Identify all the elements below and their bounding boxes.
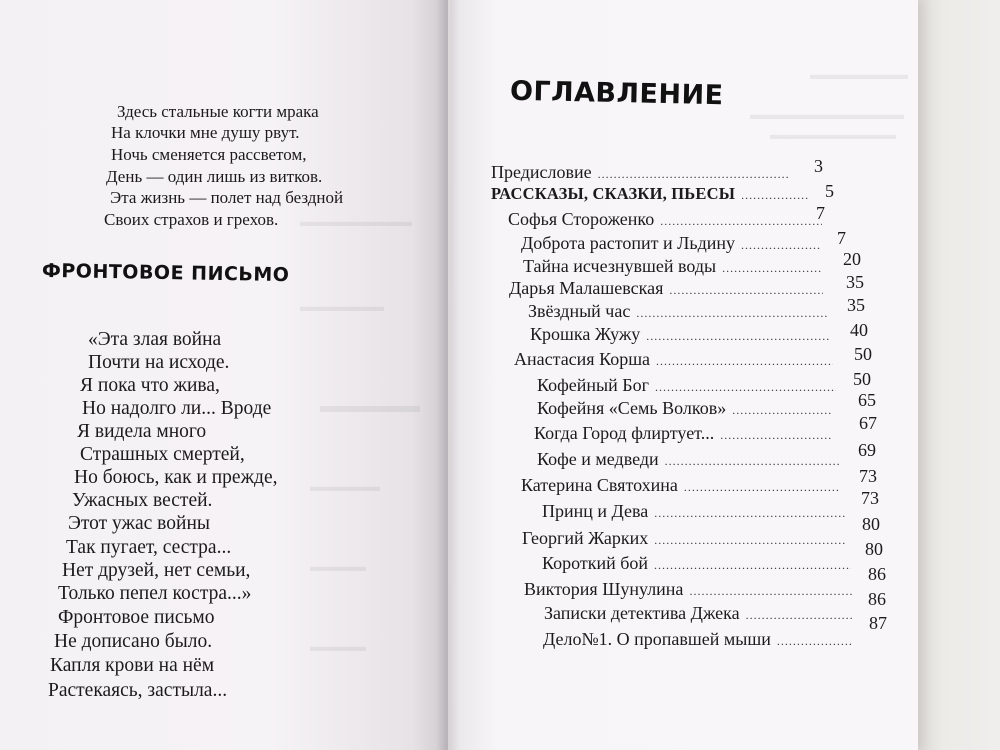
- toc-entry-title: Предисловие: [491, 162, 592, 182]
- toc-entry-title: Принц и Дева: [542, 501, 649, 521]
- toc-leader-dots: [689, 585, 853, 597]
- poem-line: «Эта злая война: [88, 329, 222, 350]
- poem-line: Эта жизнь — полет над бездной: [110, 188, 344, 207]
- poem-line: Не дописано было.: [54, 631, 213, 652]
- toc-entry: [537, 369, 871, 395]
- toc-entry-title: РАССКАЗЫ, СКАЗКИ, ПЬЕСЫ: [491, 184, 736, 203]
- toc-entry-title: Георгий Жарких: [522, 528, 649, 548]
- poem-line: Но боюсь, как и прежде,: [74, 467, 278, 488]
- poem-line: Ночь сменяется рассветом,: [111, 145, 307, 164]
- toc-leader-dots: [741, 239, 820, 251]
- toc-entry-page: 50: [854, 344, 872, 364]
- poem-line: Так пугает, сестра...: [66, 537, 232, 558]
- toc-title: ОГЛАВЛЕНИЕ: [509, 75, 724, 112]
- toc-entry: [523, 249, 861, 276]
- toc-leader-dots: [669, 284, 823, 296]
- poem-line: Только пепел костра...»: [58, 583, 252, 604]
- toc-entry-page: 80: [862, 514, 880, 534]
- toc-leader-dots: [636, 307, 827, 319]
- toc-leader-dots: [646, 330, 829, 342]
- toc-entry-title: Тайна исчезнувшей воды: [523, 256, 717, 276]
- toc-entry: [542, 488, 879, 521]
- toc-entry-page: 80: [865, 539, 883, 559]
- toc-leader-dots: [722, 262, 822, 274]
- show-through-text: ▬▬▬▬▬: [320, 395, 420, 417]
- poem-line: Страшных смертей,: [80, 444, 245, 465]
- toc-entry-page: 86: [868, 589, 886, 609]
- toc-entry-page: 40: [850, 320, 868, 340]
- show-through-text: ▬▬▬▬▬▬: [300, 300, 384, 315]
- toc-leader-dots: [777, 635, 852, 647]
- toc-entry-title: Дарья Малашевская: [509, 278, 664, 298]
- toc-entry-page: 35: [847, 295, 865, 315]
- toc-entry: [509, 272, 864, 298]
- poem-line: Фронтовое письмо: [58, 607, 215, 628]
- toc-entry-title: Доброта растопит и Льдину: [521, 233, 735, 253]
- show-through-text: ▬▬▬▬▬▬▬▬▬: [770, 128, 896, 143]
- toc-entry-page: 5: [825, 181, 834, 201]
- toc-entry-title: Кофейня «Семь Волков»: [537, 398, 727, 418]
- toc-entry: [537, 390, 876, 418]
- toc-entry-title: Кофейный Бог: [537, 375, 649, 395]
- toc-leader-dots: [598, 168, 790, 180]
- toc-entry-title: Записки детектива Джека: [544, 603, 740, 623]
- poem-line: Этот ужас войны: [68, 513, 210, 534]
- poem-line: Почти на исходе.: [88, 352, 230, 373]
- poem-line: Своих страхов и грехов.: [104, 210, 279, 229]
- toc-entry-title: Софья Стороженко: [508, 209, 655, 229]
- poem-line: Но надолго ли... Вроде: [82, 398, 272, 419]
- toc-entry-title: Катерина Святохина: [521, 475, 678, 495]
- toc-leader-dots: [684, 481, 840, 493]
- show-through-text: ▬▬▬▬▬▬▬▬▬▬▬: [750, 108, 904, 123]
- toc-entry: [542, 539, 883, 573]
- toc-leader-dots: [732, 404, 831, 416]
- poem-line: На клочки мне душу рвут.: [111, 123, 300, 142]
- poem-line: Я пока что жива,: [80, 375, 220, 396]
- poem-line: Ужасных вестей.: [72, 490, 213, 511]
- toc-entry: [534, 413, 877, 443]
- poem-line: Здесь стальные когти мрака: [117, 102, 319, 121]
- toc-entry-title: Анастасия Корша: [514, 349, 651, 369]
- toc-entry-page: 65: [858, 390, 876, 410]
- toc-entry-page: 20: [843, 249, 861, 269]
- show-through-text: ▬▬▬▬▬: [310, 480, 380, 495]
- toc-entry: [524, 564, 886, 599]
- toc-entry: [508, 203, 828, 229]
- toc-entry-title: Дело№1. О пропавшей мыши: [543, 629, 771, 649]
- toc-entry-page: 86: [868, 564, 886, 584]
- toc-entry-page: 50: [853, 369, 871, 389]
- show-through-text: ▬▬▬▬: [310, 640, 366, 655]
- toc-leader-dots: [654, 559, 851, 571]
- toc-entry: [544, 589, 886, 623]
- toc-entry-page: 7: [816, 203, 825, 223]
- show-through-text: ▬▬▬▬▬▬▬▬: [300, 215, 412, 230]
- toc-entry-page: 73: [861, 488, 879, 508]
- toc-leader-dots: [654, 507, 846, 519]
- toc-entry-title: Звёздный час: [528, 301, 631, 321]
- toc-entry-page: 67: [859, 413, 877, 433]
- toc-entry-page: 87: [869, 613, 887, 633]
- toc-leader-dots: [656, 355, 833, 367]
- toc-entry-page: 35: [846, 272, 864, 292]
- poem-line: Капля крови на нём: [50, 655, 215, 676]
- toc-leader-dots: [665, 455, 841, 467]
- poem-line: Растекаясь, застыла...: [48, 680, 228, 701]
- toc-leader-dots: [720, 429, 833, 441]
- book-gutter: [436, 0, 460, 750]
- toc-entry-title: Крошка Жужу: [530, 324, 641, 344]
- show-through-text: ▬▬▬▬: [310, 560, 366, 575]
- toc-entry: [528, 295, 865, 321]
- toc-entry: [521, 466, 877, 495]
- toc-entry-page: 7: [837, 228, 846, 248]
- show-through-text: ▬▬▬▬▬▬▬: [810, 68, 908, 83]
- toc-entry: [491, 156, 823, 182]
- toc-leader-dots: [660, 215, 822, 227]
- toc-entry: [530, 320, 868, 344]
- toc-entry-title: Виктория Шунулина: [524, 579, 684, 599]
- toc-entry: [521, 228, 846, 253]
- toc-entry: [491, 181, 834, 203]
- poem-line: День — один лишь из витков.: [106, 167, 323, 186]
- toc-entry-page: 69: [858, 440, 876, 460]
- toc-leader-dots: [654, 534, 846, 546]
- toc-entry-page: 3: [814, 156, 823, 176]
- next-page-edge: [918, 0, 1000, 750]
- toc-entry: [522, 514, 880, 548]
- poem-line: Нет друзей, нет семьи,: [62, 560, 251, 581]
- toc-entry: [514, 344, 872, 369]
- toc-leader-dots: [655, 381, 836, 393]
- toc-entry: [537, 440, 876, 469]
- toc-entry-title: Когда Город флиртует...: [534, 423, 715, 443]
- toc-leader-dots: [746, 609, 853, 621]
- poem-heading: ФРОНТОВОЕ ПИСЬМО: [41, 259, 290, 287]
- poem-line: Я видела много: [77, 421, 207, 442]
- toc-entry-page: 73: [859, 466, 877, 486]
- toc-leader-dots: [741, 189, 810, 201]
- toc-entry-title: Короткий бой: [542, 553, 649, 573]
- toc-entry-title: Кофе и медведи: [537, 449, 659, 469]
